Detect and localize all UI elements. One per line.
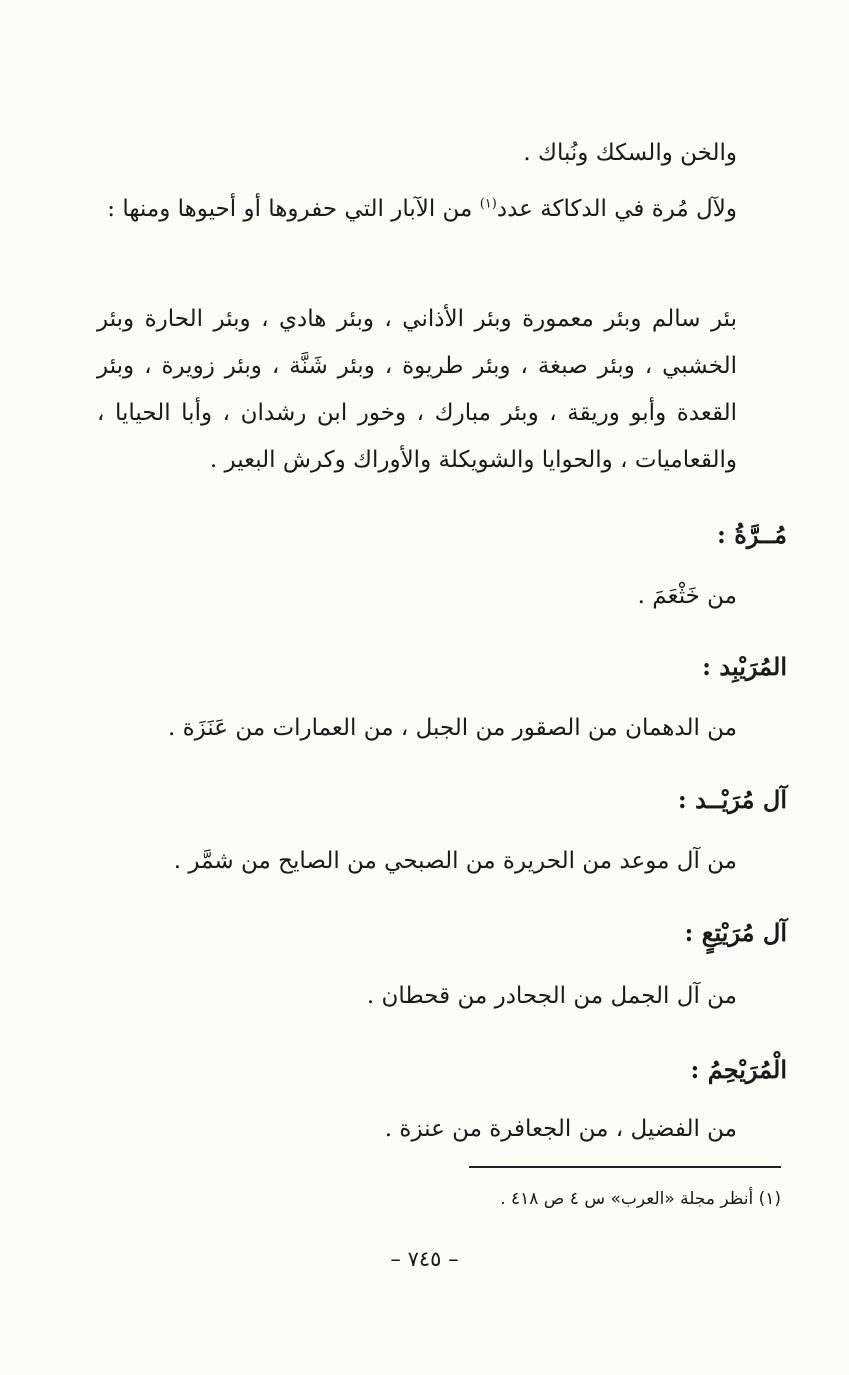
footnote: (١) أنظر مجلة «العرب» س ٤ ص ٤١٨ . (500, 1189, 781, 1209)
wells-line-2: الخشبي ، وبئر صبغة ، وبئر طريوة ، وبئر شَنَّة ، وبئر زويرة ، وبئر (97, 353, 737, 379)
paragraph-wells-intro (97, 193, 737, 225)
entry-text-al-murayd: من آل موعد من الحريرة من الصبحي من الصايح من شمَّر . (173, 848, 737, 874)
entry-text-murrah: من خَثْعَمَ . (637, 583, 737, 609)
entry-heading-al-murayd: آل مُرَيْــد : (677, 785, 787, 814)
footnote-marker: (١) (479, 196, 497, 212)
entry-text-al-murayhim: من الفضيل ، من الجعافرة من عنزة . (384, 1116, 737, 1142)
paragraph-text: ولآل مُرة في الدكاكة عدد (496, 196, 737, 222)
wells-line-3: القعدة وأبو وريقة ، وبئر مبارك ، وخور ابن رشدان ، وأبا الحيايا ، (97, 400, 737, 426)
page-number: – ٧٤٥ – (390, 1247, 459, 1271)
wells-line-1: بئر سالم وبئر معمورة وبئر الأذاني ، وبئر هادي ، وبئر الحارة وبئر (97, 306, 737, 332)
entry-heading-al-murayhim: الْمُرَيْحِمُ : (690, 1055, 787, 1084)
entry-heading-murrah: مُــرَّةُ : (717, 520, 787, 549)
entry-text-al-murayti: من آل الجمل من الجحادر من قحطان . (366, 983, 737, 1009)
entry-heading-al-murayti: آل مُرَيْتِعٍ : (684, 918, 787, 947)
footnote-divider (469, 1166, 781, 1168)
wells-line-4: والقعاميات ، والحوايا والشويكلة والأوراك وكرش البعير . (209, 447, 737, 473)
paragraph-text-continued: من الآبار التي حفروها أو أحيوها ومنها : (107, 196, 480, 222)
entry-heading-al-muraybid: المُرَيْبِد : (702, 652, 787, 681)
entry-text-al-muraybid: من الدهمان من الصقور من الجبل ، من العمارات من عَنَزَة . (167, 715, 737, 741)
intro-line: والخن والسكك ونُباك . (523, 140, 737, 166)
